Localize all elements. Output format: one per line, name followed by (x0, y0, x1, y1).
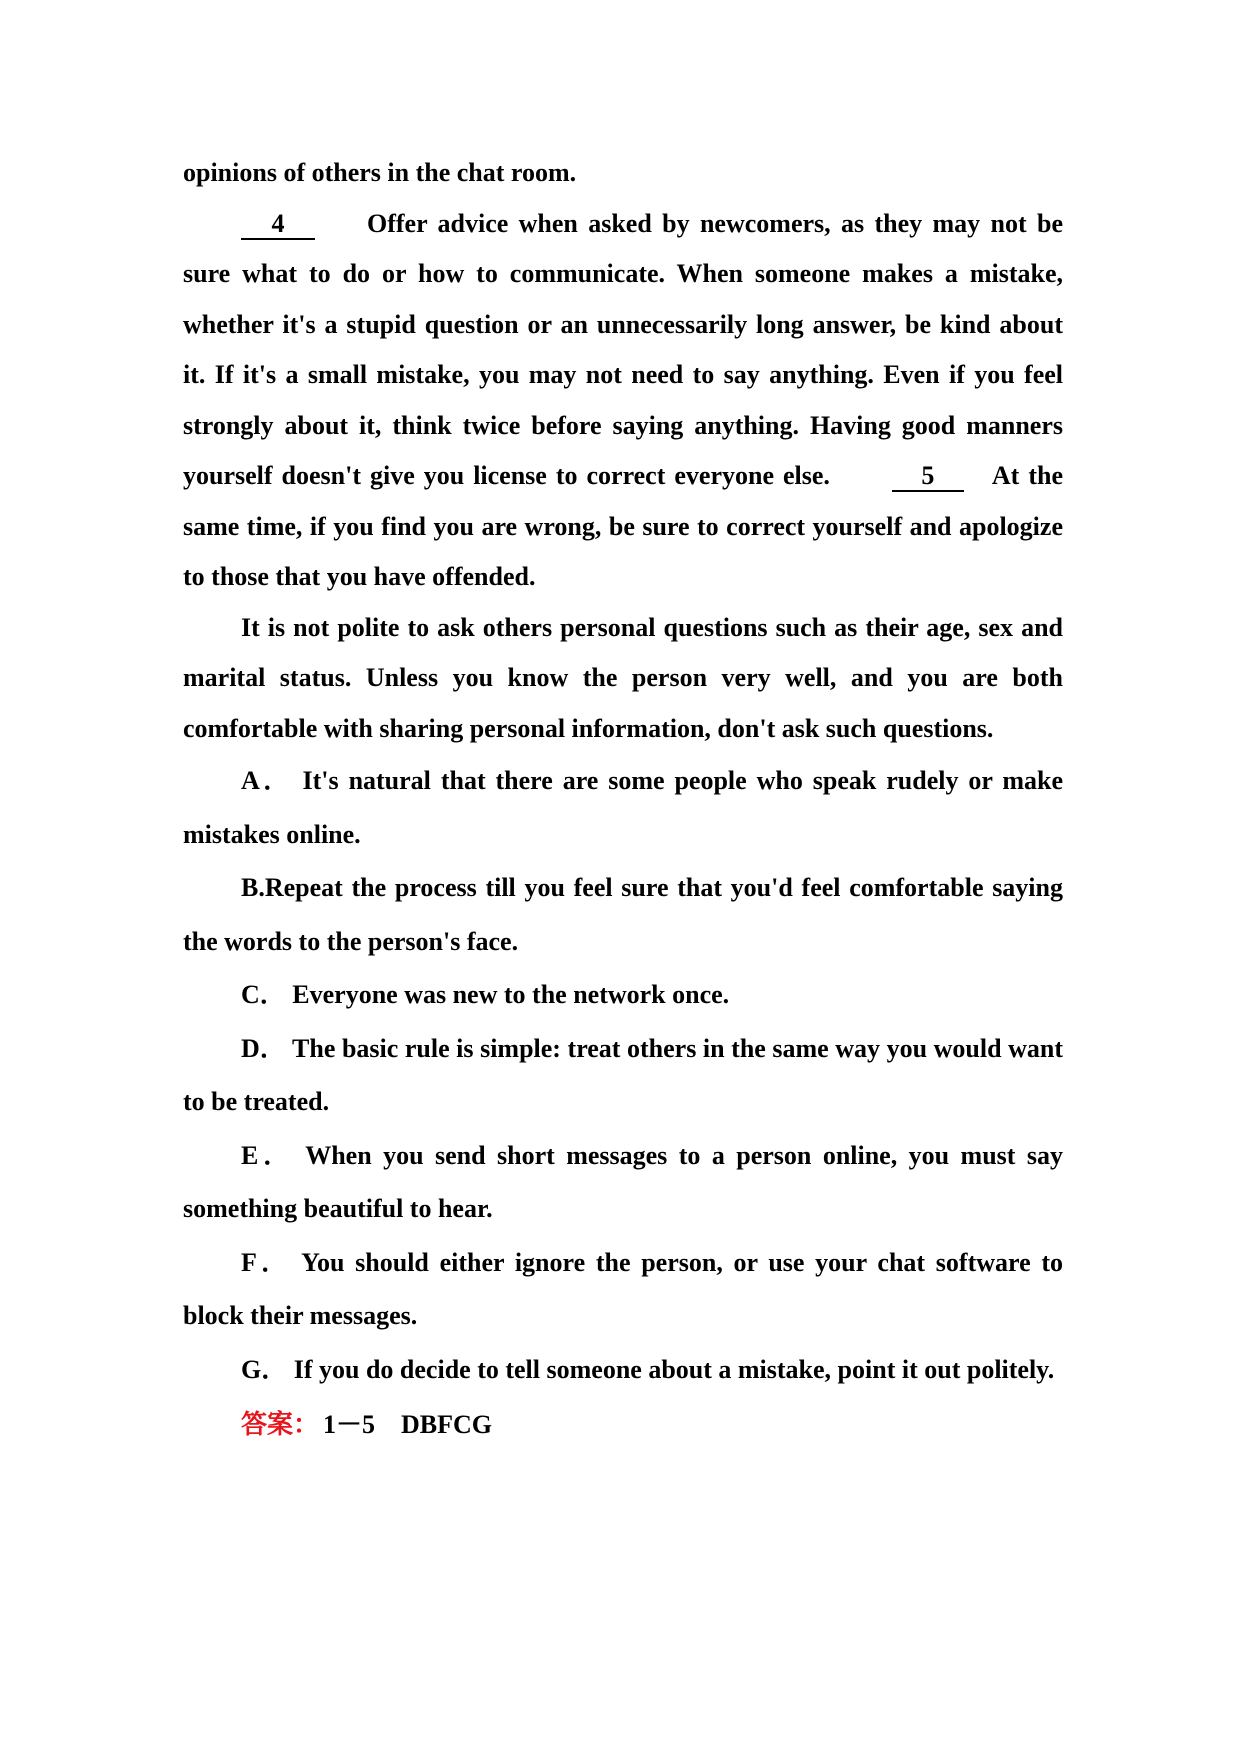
option-b (183, 861, 1063, 968)
option-text: When you send short messages to a person online, you must say something beautiful to hear. (183, 1140, 1063, 1223)
option-letter: E． (241, 1140, 295, 1170)
passage-text: It is not polite to ask others personal questions such as their age, sex and marital status. Unless you know the person very well, and you are both comfortable with sharing personal information, don't ask such questions. (183, 612, 1063, 743)
passage-paragraph-1 (183, 199, 1063, 603)
option-letter: D． (241, 1033, 286, 1063)
option-e (183, 1129, 1063, 1236)
option-letter: A． (241, 766, 293, 795)
option-letter: F． (241, 1247, 292, 1277)
passage-paragraph-2 (183, 603, 1063, 755)
option-text: You should either ignore the person, or use your chat software to block their messages. (183, 1247, 1063, 1330)
option-f (183, 1236, 1063, 1343)
options-list (183, 754, 1063, 1396)
answer-keys: DBFCG (401, 1410, 493, 1439)
passage-text: At the same time, if you find you are wrong, be sure to correct yourself and apologize to those that you have offended. (183, 461, 1063, 591)
answer-line (183, 1398, 1063, 1452)
option-text: It's natural that there are some people who speak rudely or make mistakes online. (183, 766, 1064, 849)
answer-range: 1－5 (323, 1410, 376, 1439)
blank-5: 5 (892, 462, 964, 492)
option-d (183, 1022, 1063, 1129)
option-letter: C． (241, 980, 286, 1009)
option-c (183, 968, 1063, 1022)
blank-4: 4 (241, 210, 315, 240)
option-a (183, 754, 1063, 861)
option-text: The basic rule is simple: treat others in the same way you would want to be treated. (183, 1033, 1064, 1116)
option-text: If you do decide to tell someone about a mistake, point it out politely. (293, 1354, 1055, 1384)
option-text: Everyone was new to the network once. (292, 980, 730, 1009)
option-g (183, 1343, 1063, 1397)
document-page (183, 148, 1063, 1452)
option-text: Repeat the process till you feel sure that you'd feel comfortable saying the words to the person's face. (183, 873, 1063, 956)
passage-text: Offer advice when asked by newcomers, as they may not be sure what to do or how to communicate. When someone makes a mistake, whether it's a stupid question or an unnecessarily long answer, be kind about it. If it's a small mistake, you may not need to say anything. Even if you feel strongly about it, think twice before saying anything. Having good manners yourself doesn't give you license to correct everyone else. (183, 208, 1063, 490)
passage-paragraph-0 (183, 148, 1063, 199)
answer-label: 答案： (241, 1410, 320, 1440)
option-letter: B. (241, 873, 265, 902)
passage-text: opinions of others in the chat room. (183, 158, 577, 187)
option-letter: G． (241, 1354, 288, 1384)
